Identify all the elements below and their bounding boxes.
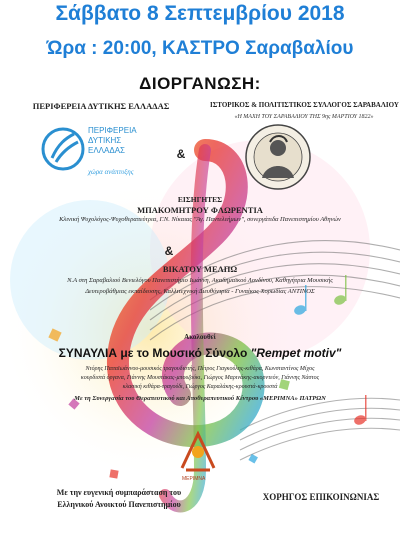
event-date: Σάββατο 8 Σεπτεμβρίου 2018 [55, 2, 345, 25]
organizers-ampersand: & [176, 147, 186, 161]
region-slogan: χώρα ανάπτυξης [88, 168, 134, 176]
speaker-2-name: ΒΙΚΑΤΟΥ ΜΕΛΠΩ [162, 264, 238, 274]
speaker-1-description: Κλινική Ψυχολόγος-Ψυχοθεραπεύτρια, Γ.Ν. Νίκαιας "Άγ. Παντελεήμων", συνεργάτιδα Πανεπιστημίου Αθηνών [59, 216, 341, 223]
merimna-logo-icon [176, 430, 220, 476]
event-time-place: Ώρα : 20:00, ΚΑΣΤΡΟ Σαραβαλίου [46, 38, 354, 59]
cooperation-line: Με τη Συνεργασία του Θεραπευτικού και Αποθεραπευτικού Κέντρου «ΜΕΡΙΜΝΑ» ΠΑΤΡΩΝ [74, 395, 326, 402]
concert-title-prefix: ΣΥΝΑΥΛΙΑ με το Μουσικό Σύνολο [58, 346, 251, 360]
organizers-heading: ΔΙΟΡΓΑΝΩΣΗ: [139, 74, 261, 93]
musicians-line: κλασική κιθάρα-τραγούδι, Γιώργος Καραλάκης-κρουστά-κρουστά [122, 384, 278, 390]
region-logo-line: ΕΛΛΑΔΑΣ [88, 146, 125, 155]
band-name: "Rempet motiv" [250, 346, 342, 360]
speaker-2-description: Ν.Α στη Σαραβαλιού Βενιελόγου Πανεπιστήμιο Ιωάννη, Ακαδημαϊκού Λονδίνου, Καθηγήτρια Μουσικής [67, 277, 333, 284]
followed-by-label: Ακολουθεί [184, 333, 216, 341]
support-line: Ελληνικού Ανοικτού Πανεπιστημίου [57, 500, 181, 509]
musicians-line: κουρδιστά όργανα, Γιάννης Μουστάκας-μπουζούκι, Γιώργος Μαρινάκης-ακορντεόν, Γιάννης Νάστος [80, 375, 320, 381]
communication-sponsor-label: ΧΟΡΗΓΟΣ ΕΠΙΚΟΙΝΩΝΙΑΣ [262, 492, 380, 502]
speaker-1-name: ΜΠΑΚΟΜΗΤΡΟΥ ΦΛΩΡΕΝΤΙΑ [137, 205, 263, 215]
support-line: Με την ευγενική συμπαράσταση του [56, 488, 182, 497]
association-name: ΙΣΤΟΡΙΚΟΣ & ΠΟΛΙΤΙΣΤΙΚΟΣ ΣΥΛΛΟΓΟΣ ΣΑΡΑΒΑΛΙΟΥ [210, 101, 399, 109]
musicians-line: Ντόρης Παπαϊωάννου-μουσικός τραγουδιστής, Πέτρος Γιαγκούλης-κιθάρα, Κωνσταντίνος Μίχος [85, 366, 315, 372]
region-logo-line: ΔΥΤΙΚΗΣ [88, 136, 122, 145]
region-logo-line: ΠΕΡΙΦΕΡΕΙΑ [88, 126, 137, 135]
merimna-logo-caption: ΜΕΡΙΜΝΑ [182, 476, 206, 482]
speakers-heading: ΕΙΣΗΓΗΤΕΣ [177, 195, 223, 204]
region-logo-text [88, 126, 178, 156]
speakers-ampersand: & [164, 244, 174, 258]
association-motto: «Η ΜΑΧΗ ΤΟΥ ΣΑΡΑΒΑΛΙΟΥ ΤΗΣ 9ης ΜΑΡΤΙΟΥ 1822» [234, 114, 374, 120]
association-seal-icon [240, 122, 316, 192]
concert-title [0, 346, 400, 360]
region-name: ΠΕΡΙΦΕΡΕΙΑ ΔΥΤΙΚΗΣ ΕΛΛΑΔΑΣ [32, 101, 170, 111]
speaker-2-description: Δευτεροβάθμιας εκπαίδευσης, Καλλιτεχνική Διευθύντρια - Γυναίκος Χορωδίας ΑΝΤΙΝΟΣ [85, 288, 315, 295]
region-logo-icon [40, 124, 86, 174]
